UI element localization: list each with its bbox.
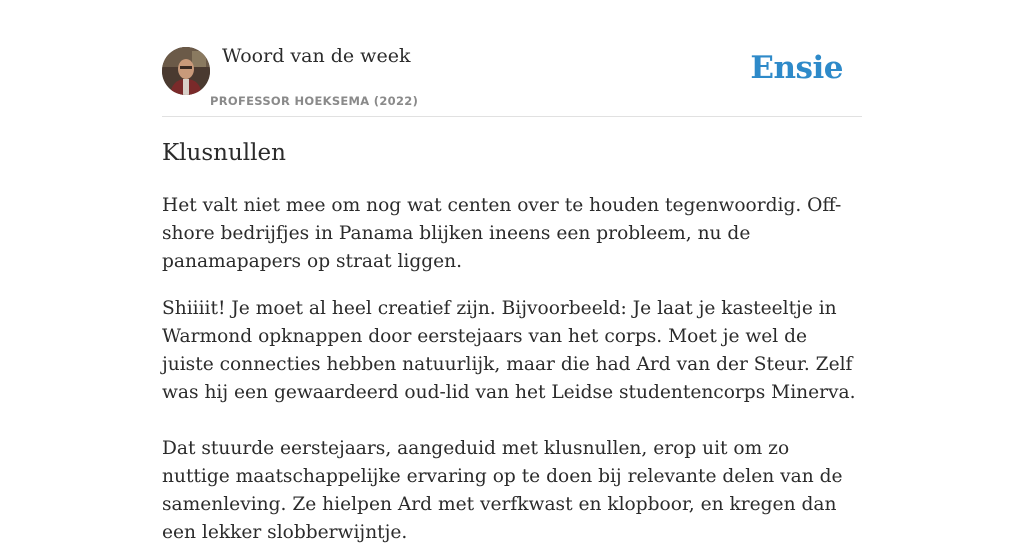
article-page [162, 0, 862, 543]
article-header [162, 0, 862, 117]
author-avatar[interactable] [162, 47, 210, 95]
article-title: Klusnullen [162, 140, 286, 166]
column-title[interactable]: Woord van de week [222, 45, 411, 67]
article-paragraph: Het valt niet mee om nog wat centen over te houden tegenwoordig. Off-shore bedrijfjes in Panama blijken ineens een probleem, nu de panamapapers op straat liggen. [162, 195, 842, 272]
article-paragraph: Dat stuurde eerstejaars, aangeduid met klusnullen, erop uit om zo nuttige maatschappelijke ervaring op te doen bij relevante delen van de samenleving. Ze hielpen Ard met verfkwast en klopboor, en kregen dan een lekker slobberwijntje. [162, 438, 843, 543]
ensie-logo[interactable]: Ensie [750, 50, 843, 86]
avatar-photo [162, 47, 210, 95]
article-paragraph: Shiiiit! Je moet al heel creatief zijn. Bijvoorbeeld: Je laat je kasteeltje in Warmond opknappen door eerstejaars van het corps. Moet je wel de juiste connecties hebben natuurlijk, maar die had Ard van der Steur. Zelf was hij een gewaardeerd oud-lid van het Leidse studentencorps Minerva. [162, 298, 856, 403]
author-name[interactable]: PROFESSOR HOEKSEMA (2022) [210, 94, 419, 108]
